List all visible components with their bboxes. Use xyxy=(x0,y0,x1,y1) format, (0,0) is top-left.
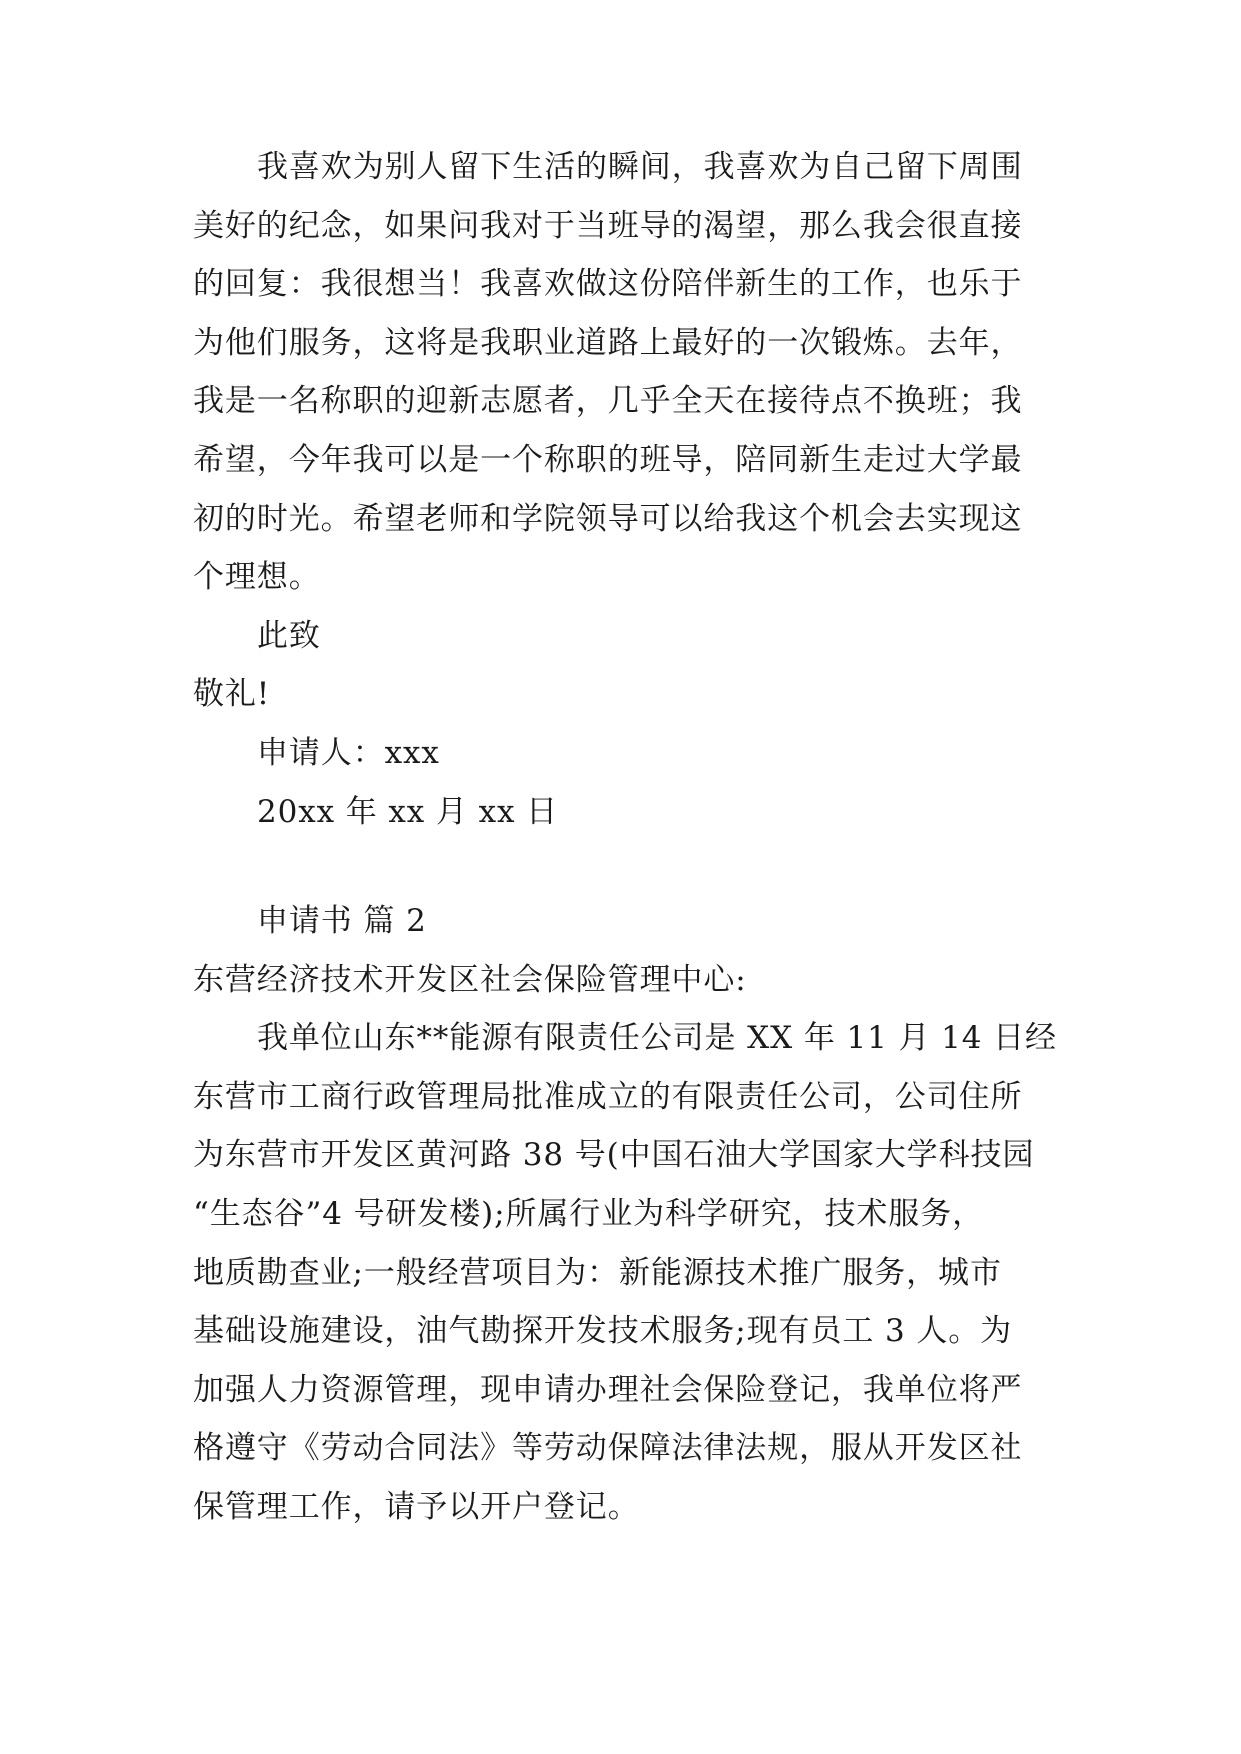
paragraph-line: 加强人力资源管理，现申请办理社会保险登记，我单位将严 xyxy=(193,1371,1023,1408)
paragraph-line: 地质勘查业;一般经营项目为：新能源技术推广服务，城市 xyxy=(193,1254,1002,1291)
paragraph-line: 的回复：我很想当！我喜欢做这份陪伴新生的工作，也乐于 xyxy=(193,266,1023,303)
paragraph-line: 个理想。 xyxy=(193,559,321,596)
paragraph-line: 我喜欢为别人留下生活的瞬间，我喜欢为自己留下周围 xyxy=(257,149,1023,185)
paragraph-line: “生态谷”4 号研发楼);所属行业为科学研究，技术服务， xyxy=(193,1195,985,1232)
date-line: 20xx 年 xx 月 xx 日 xyxy=(257,793,559,830)
paragraph-line: 东营市工商行政管理局批准成立的有限责任公司，公司住所 xyxy=(193,1078,1023,1115)
closing-salutation: 此致 xyxy=(257,617,321,654)
paragraph-line: 基础设施建设，油气勘探开发技术服务;现有员工 3 人。为 xyxy=(193,1313,1013,1350)
paragraph-line: 保管理工作，请予以开户登记。 xyxy=(193,1488,640,1525)
section-2 xyxy=(193,892,1057,1537)
section-1 xyxy=(193,138,1053,841)
paragraph-line: 我是一名称职的迎新志愿者，几乎全天在接待点不换班；我 xyxy=(193,383,1023,420)
applicant-signature: 申请人：xxx xyxy=(257,734,440,771)
paragraph-line: 我单位山东**能源有限责任公司是 XX 年 11 月 14 日经 xyxy=(257,1020,1057,1057)
addressee: 东营经济技术开发区社会保险管理中心: xyxy=(193,961,747,998)
paragraph-line: 格遵守《劳动合同法》等劳动保障法律法规，服从开发区社 xyxy=(193,1430,1023,1467)
closing-regards: 敬礼! xyxy=(193,676,271,713)
paragraph-line: 初的时光。希望老师和学院领导可以给我这个机会去实现这 xyxy=(193,500,1023,537)
paragraph-line: 为他们服务，这将是我职业道路上最好的一次锻炼。去年， xyxy=(193,324,1023,361)
paragraph-line: 美好的纪念，如果问我对于当班导的渴望，那么我会很直接 xyxy=(193,207,1023,244)
paragraph-line: 希望，今年我可以是一个称职的班导，陪同新生走过大学最 xyxy=(193,441,1023,478)
paragraph-line: 为东营市开发区黄河路 38 号(中国石油大学国家大学科技园 xyxy=(193,1137,1035,1174)
section-heading: 申请书 篇 2 xyxy=(257,903,427,939)
